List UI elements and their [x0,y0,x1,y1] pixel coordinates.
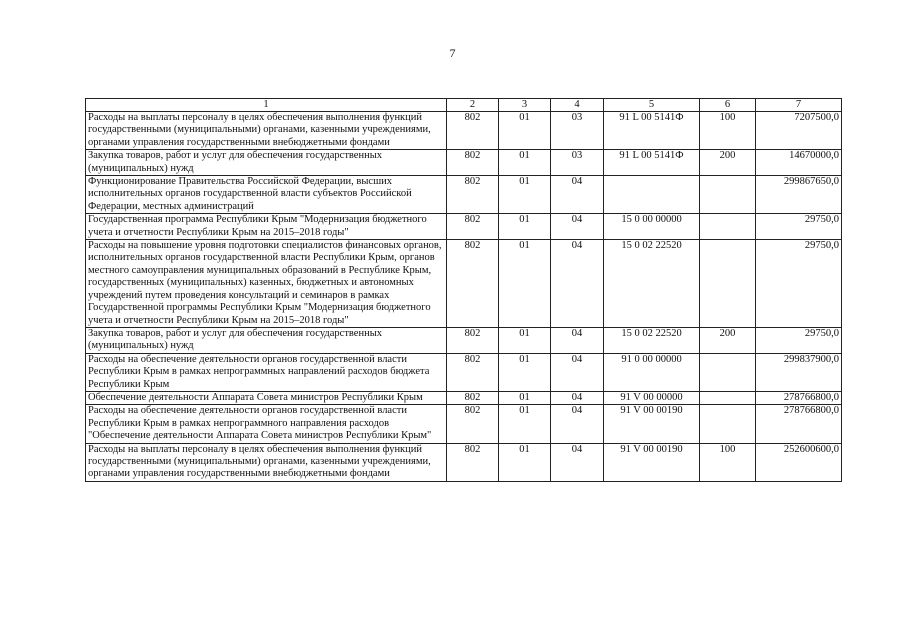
section-code: 01 [499,327,551,353]
expense-type-code: 100 [700,112,756,150]
amount: 278766800,0 [756,391,842,404]
subsection-code: 04 [551,405,604,443]
expense-name: Закупка товаров, работ и услуг для обеспечения государственных (муниципальных) нужд [86,150,447,176]
table-row [86,214,842,240]
section-code: 01 [499,214,551,240]
table-row [86,176,842,214]
table-row [86,443,842,481]
expense-type-code: 200 [700,327,756,353]
target-article-code: 15 0 02 22520 [604,327,700,353]
amount: 7207500,0 [756,112,842,150]
amount: 29750,0 [756,214,842,240]
amount: 299837900,0 [756,353,842,391]
column-header: 6 [700,99,756,112]
expense-name: Государственная программа Республики Крым "Модернизация бюджетного учета и отчетности Республики Крым на 2015–2018 годы" [86,214,447,240]
amount: 29750,0 [756,327,842,353]
section-code: 01 [499,391,551,404]
column-header: 1 [86,99,447,112]
subsection-code: 04 [551,353,604,391]
column-header: 5 [604,99,700,112]
column-header: 4 [551,99,604,112]
subsection-code: 04 [551,214,604,240]
ministry-code: 802 [447,353,499,391]
expense-type-code [700,353,756,391]
subsection-code: 04 [551,391,604,404]
amount: 14670000,0 [756,150,842,176]
page-number: 7 [449,46,456,60]
ministry-code: 802 [447,214,499,240]
target-article-code: 15 0 00 00000 [604,214,700,240]
ministry-code: 802 [447,176,499,214]
target-article-code: 91 0 00 00000 [604,353,700,391]
budget-table [85,98,842,482]
column-header: 7 [756,99,842,112]
table-row [86,112,842,150]
section-code: 01 [499,150,551,176]
ministry-code: 802 [447,150,499,176]
ministry-code: 802 [447,327,499,353]
section-code: 01 [499,443,551,481]
expense-type-code [700,214,756,240]
expense-name: Расходы на выплаты персоналу в целях обеспечения выполнения функций государственными (муниципальными) органами, казенными учреждениями, органами управления государственными внебюджетными фондами [86,112,447,150]
section-code: 01 [499,353,551,391]
table-row [86,405,842,443]
subsection-code: 03 [551,112,604,150]
ministry-code: 802 [447,391,499,404]
target-article-code: 15 0 02 22520 [604,240,700,328]
expense-name: Расходы на обеспечение деятельности органов государственной власти Республики Крым в рамках непрограммного направления расходов "Обеспечение деятельности Аппарата Совета министров Республики Крым" [86,405,447,443]
amount: 29750,0 [756,240,842,328]
table-header-row [86,99,842,112]
expense-name: Расходы на обеспечение деятельности органов государственной власти Республики Крым в рамках непрограммных направлений расходов бюджета Республики Крым [86,353,447,391]
amount: 278766800,0 [756,405,842,443]
amount: 299867650,0 [756,176,842,214]
expense-type-code [700,391,756,404]
subsection-code: 04 [551,327,604,353]
table-row [86,327,842,353]
subsection-code: 04 [551,176,604,214]
subsection-code: 03 [551,150,604,176]
target-article-code: 91 L 00 5141Ф [604,112,700,150]
section-code: 01 [499,176,551,214]
expense-name: Расходы на повышение уровня подготовки специалистов финансовых органов, исполнительных органов государственной власти Республики Крым, органов местного самоуправления муниципальных образований в Республике Крым, государственных (муниципальных) казенных, бюджетных и автономных учреждений путем проведения консультаций и семинаров в рамках Государственной программы Республики Крым "Модернизация бюджетного учета и отчетности Республики Крым на 2015–2018 годы" [86,240,447,328]
target-article-code: 91 V 00 00190 [604,405,700,443]
section-code: 01 [499,112,551,150]
subsection-code: 04 [551,240,604,328]
column-header: 2 [447,99,499,112]
section-code: 01 [499,240,551,328]
target-article-code [604,176,700,214]
table-row [86,353,842,391]
table-row [86,391,842,404]
target-article-code: 91 V 00 00000 [604,391,700,404]
expense-type-code: 100 [700,443,756,481]
expense-type-code [700,176,756,214]
section-code: 01 [499,405,551,443]
ministry-code: 802 [447,240,499,328]
table-row [86,150,842,176]
expense-name: Закупка товаров, работ и услуг для обеспечения государственных (муниципальных) нужд [86,327,447,353]
expense-type-code [700,405,756,443]
target-article-code: 91 L 00 5141Ф [604,150,700,176]
expense-type-code: 200 [700,150,756,176]
ministry-code: 802 [447,112,499,150]
expense-type-code [700,240,756,328]
expense-name: Расходы на выплаты персоналу в целях обеспечения выполнения функций государственными (муниципальными) органами, казенными учреждениями, органами управления государственными внебюджетными фондами [86,443,447,481]
column-header: 3 [499,99,551,112]
ministry-code: 802 [447,443,499,481]
expense-name: Функционирование Правительства Российской Федерации, высших исполнительных органов государственной власти субъектов Российской Федерации, местных администраций [86,176,447,214]
table-row [86,240,842,328]
target-article-code: 91 V 00 00190 [604,443,700,481]
expense-name: Обеспечение деятельности Аппарата Совета министров Республики Крым [86,391,447,404]
subsection-code: 04 [551,443,604,481]
ministry-code: 802 [447,405,499,443]
amount: 252600600,0 [756,443,842,481]
